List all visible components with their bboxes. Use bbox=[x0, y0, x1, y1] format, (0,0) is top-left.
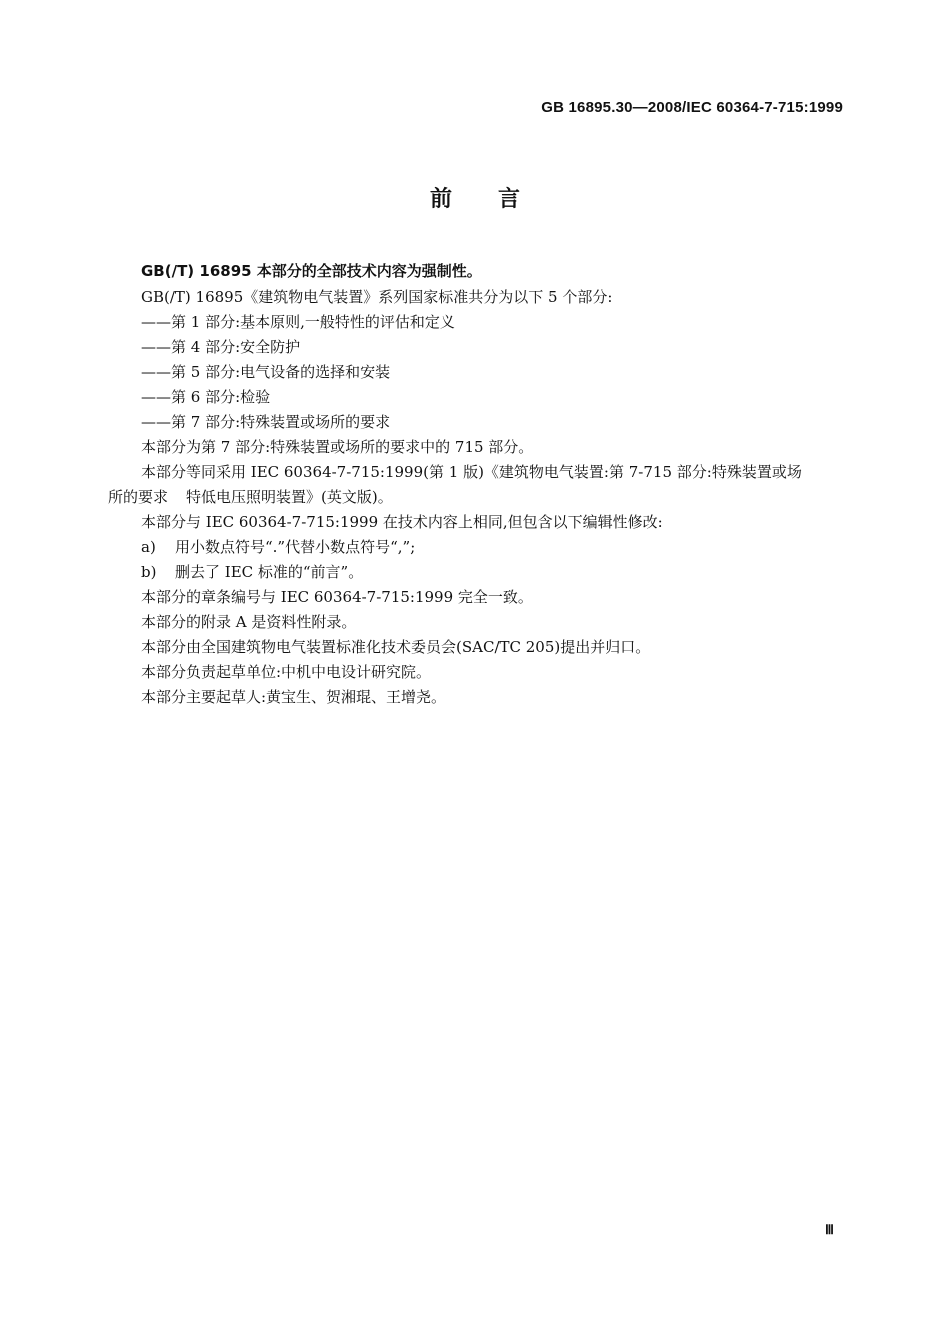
list-item: ——第 5 部分:电气设备的选择和安装 bbox=[141, 363, 391, 381]
series-intro: GB(/T) 16895《建筑物电气装置》系列国家标准共分为以下 5 个部分: bbox=[141, 288, 613, 306]
numbering-statement: 本部分的章条编号与 IEC 60364-7-715:1999 完全一致。 bbox=[141, 588, 533, 606]
list-item: ——第 4 部分:安全防护 bbox=[141, 338, 301, 356]
part-statement: 本部分为第 7 部分:特殊装置或场所的要求中的 715 部分。 bbox=[141, 438, 534, 456]
drafters-statement: 本部分主要起草人:黄宝生、贺湘琨、王增尧。 bbox=[141, 688, 447, 706]
modification-item-label: a) bbox=[141, 538, 156, 556]
adoption-statement-line2 bbox=[108, 487, 393, 507]
modification-item-text: 用小数点符号“.”代替小数点符号“,”; bbox=[175, 538, 416, 556]
adoption-line2-part-a: 所的要求 bbox=[108, 488, 169, 506]
adoption-statement-line1: 本部分等同采用 IEC 60364-7-715:1999(第 1 版)《建筑物电气装置:第 7-715 部分:特殊装置或场 bbox=[141, 463, 802, 481]
standard-number-header: GB 16895.30—2008/IEC 60364-7-715:1999 bbox=[541, 99, 843, 116]
annex-statement: 本部分的附录 A 是资料性附录。 bbox=[141, 613, 357, 631]
modification-item bbox=[141, 537, 415, 557]
committee-statement: 本部分由全国建筑物电气装置标准化技术委员会(SAC/TC 205)提出并归口。 bbox=[141, 638, 651, 656]
drafting-unit-statement: 本部分负责起草单位:中机中电设计研究院。 bbox=[141, 663, 432, 681]
modification-item-label: b) bbox=[141, 563, 157, 581]
list-item: ——第 1 部分:基本原则,一般特性的评估和定义 bbox=[141, 313, 455, 331]
mandatory-statement: GB(/T) 16895 本部分的全部技术内容为强制性。 bbox=[141, 262, 482, 280]
modifications-intro: 本部分与 IEC 60364-7-715:1999 在技术内容上相同,但包含以下编辑性修改: bbox=[141, 513, 663, 531]
page-number: Ⅲ bbox=[825, 1222, 834, 1237]
page-title: 前言 bbox=[429, 187, 566, 212]
list-item: ——第 6 部分:检验 bbox=[141, 388, 271, 406]
modification-item bbox=[141, 562, 363, 582]
modification-item-text: 删去了 IEC 标准的“前言”。 bbox=[175, 563, 364, 581]
adoption-line2-part-b: 特低电压照明装置》(英文版)。 bbox=[186, 488, 393, 506]
list-item: ——第 7 部分:特殊装置或场所的要求 bbox=[141, 413, 391, 431]
